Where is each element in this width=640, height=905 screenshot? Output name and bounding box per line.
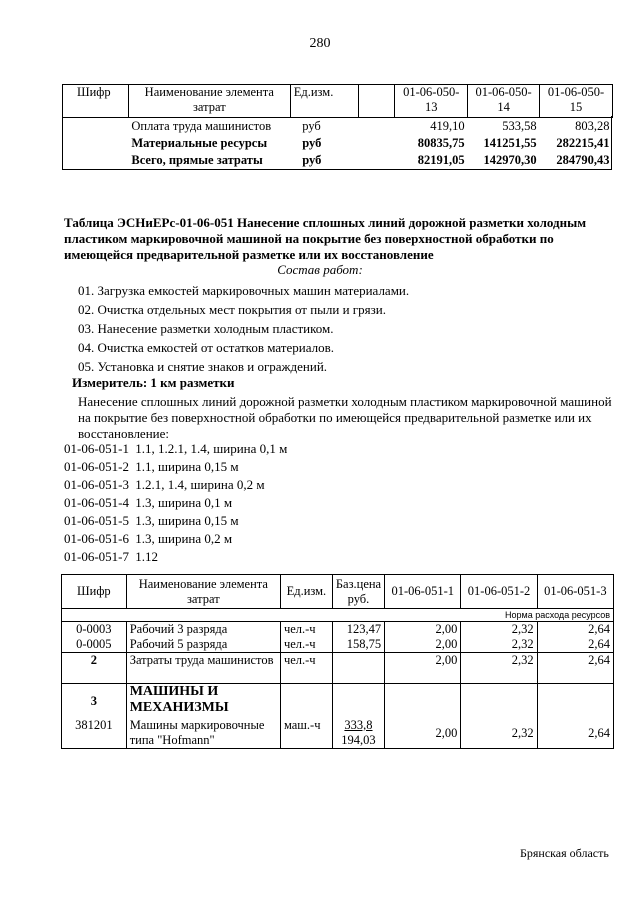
table-header bbox=[63, 85, 613, 118]
row-unit: чел.-ч bbox=[280, 637, 332, 653]
price-bottom: 194,03 bbox=[341, 733, 376, 747]
code: 01-06-051-6 bbox=[64, 531, 129, 546]
row-unit: руб bbox=[302, 119, 321, 133]
code: 01-06-051-4 bbox=[64, 495, 129, 510]
row-value: 2,32 bbox=[461, 622, 537, 638]
row-unit: руб bbox=[302, 153, 322, 167]
header-cell: Наименование элемента затрат bbox=[128, 85, 290, 118]
header-cell: 01-06-051-1 bbox=[385, 575, 461, 609]
table-row bbox=[62, 718, 614, 749]
work-list bbox=[78, 281, 409, 376]
price-top: 333,8 bbox=[344, 718, 373, 732]
row-price: 123,47 bbox=[332, 622, 384, 638]
row-code: 381201 bbox=[62, 718, 127, 749]
row-name: Машины маркировочные типа "Hofmann" bbox=[126, 718, 280, 749]
code-text: 1.1, 1.2.1, 1.4, ширина 0,1 м bbox=[135, 441, 288, 456]
code: 01-06-051-5 bbox=[64, 513, 129, 528]
row-value: 2,64 bbox=[537, 718, 613, 749]
row-name: Рабочий 3 разряда bbox=[126, 622, 280, 638]
row-price: 158,75 bbox=[332, 637, 384, 653]
header-cell: Ед.изм. bbox=[280, 575, 332, 609]
header-cell: Наименование элемента затрат bbox=[126, 575, 280, 609]
list-item bbox=[64, 440, 287, 458]
row-value: 2,00 bbox=[385, 622, 461, 638]
work-heading: Состав работ: bbox=[277, 262, 363, 277]
header-cell: Ед.изм. bbox=[290, 85, 358, 118]
header-cell: Баз.цена руб. bbox=[332, 575, 384, 609]
row-value: 2,32 bbox=[461, 718, 537, 749]
row-value: 142970,30 bbox=[483, 153, 537, 167]
list-item bbox=[64, 476, 287, 494]
code: 01-06-051-1 bbox=[64, 441, 129, 456]
row-code: 0-0005 bbox=[62, 637, 127, 653]
table-row bbox=[63, 152, 613, 169]
row-value: 82191,05 bbox=[417, 153, 465, 167]
row-name: Оплата труда машинистов bbox=[131, 119, 272, 133]
row-name: Затраты труда машинистов bbox=[126, 653, 280, 684]
code-text: 1.12 bbox=[135, 549, 158, 564]
row-unit: руб bbox=[302, 136, 322, 150]
row-value: 2,00 bbox=[385, 718, 461, 749]
norm-row bbox=[62, 609, 614, 622]
header-cell: 01-06-050-15 bbox=[540, 85, 613, 118]
code: 01-06-051-2 bbox=[64, 459, 129, 474]
row-unit: маш.-ч bbox=[280, 718, 332, 749]
header-cell: 01-06-051-3 bbox=[537, 575, 613, 609]
list-item: 03. Нанесение разметки холодным пластиком. bbox=[78, 321, 334, 336]
row-value: 141251,55 bbox=[483, 136, 537, 150]
costs-table-top bbox=[62, 84, 613, 169]
row-unit: чел.-ч bbox=[280, 622, 332, 638]
header-cell: 01-06-050-13 bbox=[395, 85, 468, 118]
row-unit: чел.-ч bbox=[280, 653, 332, 684]
code-text: 1.2.1, 1.4, ширина 0,2 м bbox=[135, 477, 265, 492]
row-value: 282215,41 bbox=[556, 136, 610, 150]
header-cell: Шифр bbox=[62, 575, 127, 609]
description: Нанесение сплошных линий дорожной разметки холодным пластиком маркировочной машиной на покрытие без поверхностной обработки по имеющейся предварительной разметке или их восстановление: bbox=[78, 394, 612, 441]
code-list bbox=[64, 440, 287, 566]
section-name: МАШИНЫ И МЕХАНИЗМЫ bbox=[126, 684, 280, 719]
list-item: 01. Загрузка емкостей маркировочных машин материалами. bbox=[78, 283, 410, 298]
row-name: Рабочий 5 разряда bbox=[126, 637, 280, 653]
table-title: Таблица ЭСНиЕРс-01-06-051 Нанесение сплошных линий дорожной разметки холодным пластиком маркировочной машиной на покрытие без поверхностной обработки по имеющейся предварительной разметке или их восстановление bbox=[64, 215, 587, 262]
resources-table bbox=[61, 574, 614, 749]
row-code: 2 bbox=[62, 653, 127, 684]
section-row bbox=[62, 684, 614, 719]
page-number: 280 bbox=[309, 36, 331, 51]
list-item bbox=[64, 458, 287, 476]
list-item: 02. Очистка отдельных мест покрытия от пыли и грязи. bbox=[78, 302, 386, 317]
table-row bbox=[63, 135, 613, 152]
code: 01-06-051-3 bbox=[64, 477, 129, 492]
code: 01-06-051-7 bbox=[64, 549, 129, 564]
list-item bbox=[64, 530, 287, 548]
code-text: 1.3, ширина 0,1 м bbox=[135, 495, 233, 510]
row-name: Материальные ресурсы bbox=[131, 136, 268, 150]
row-value: 2,32 bbox=[461, 637, 537, 653]
row-value: 2,64 bbox=[537, 653, 613, 684]
row-value: 2,64 bbox=[537, 637, 613, 653]
table-header bbox=[62, 575, 614, 609]
list-item bbox=[64, 494, 287, 512]
norm-label: Норма расхода ресурсов bbox=[62, 609, 614, 622]
meter-label: Измеритель: 1 км разметки bbox=[72, 375, 235, 390]
row-value: 2,32 bbox=[461, 653, 537, 684]
header-cell: 01-06-050-14 bbox=[468, 85, 540, 118]
row-value: 2,64 bbox=[537, 622, 613, 638]
row-code: 0-0003 bbox=[62, 622, 127, 638]
list-item bbox=[64, 512, 287, 530]
footer-region: Брянская область bbox=[520, 846, 609, 860]
row-value: 2,00 bbox=[385, 637, 461, 653]
header-cell: 01-06-051-2 bbox=[461, 575, 537, 609]
section-code: 3 bbox=[62, 684, 127, 719]
row-name: Всего, прямые затраты bbox=[131, 153, 263, 167]
list-item: 05. Установка и снятие знаков и ограждений. bbox=[78, 359, 328, 374]
table-row bbox=[62, 653, 614, 684]
code-text: 1.3, ширина 0,2 м bbox=[135, 531, 233, 546]
list-item bbox=[64, 548, 287, 566]
row-value: 284790,43 bbox=[556, 153, 610, 167]
header-cell bbox=[358, 85, 395, 118]
row-price bbox=[332, 653, 384, 684]
row-value: 533,58 bbox=[502, 119, 537, 133]
row-value: 2,00 bbox=[385, 653, 461, 684]
code-text: 1.3, ширина 0,15 м bbox=[135, 513, 239, 528]
row-value: 803,28 bbox=[575, 119, 610, 133]
code-text: 1.1, ширина 0,15 м bbox=[135, 459, 239, 474]
table-row bbox=[62, 637, 614, 653]
row-value: 419,10 bbox=[430, 119, 465, 133]
row-price bbox=[332, 718, 384, 749]
table-row bbox=[63, 118, 613, 136]
table-row bbox=[62, 622, 614, 638]
header-cell: Шифр bbox=[63, 85, 129, 118]
row-value: 80835,75 bbox=[417, 136, 465, 150]
list-item: 04. Очистка емкостей от остатков материалов. bbox=[78, 340, 334, 355]
